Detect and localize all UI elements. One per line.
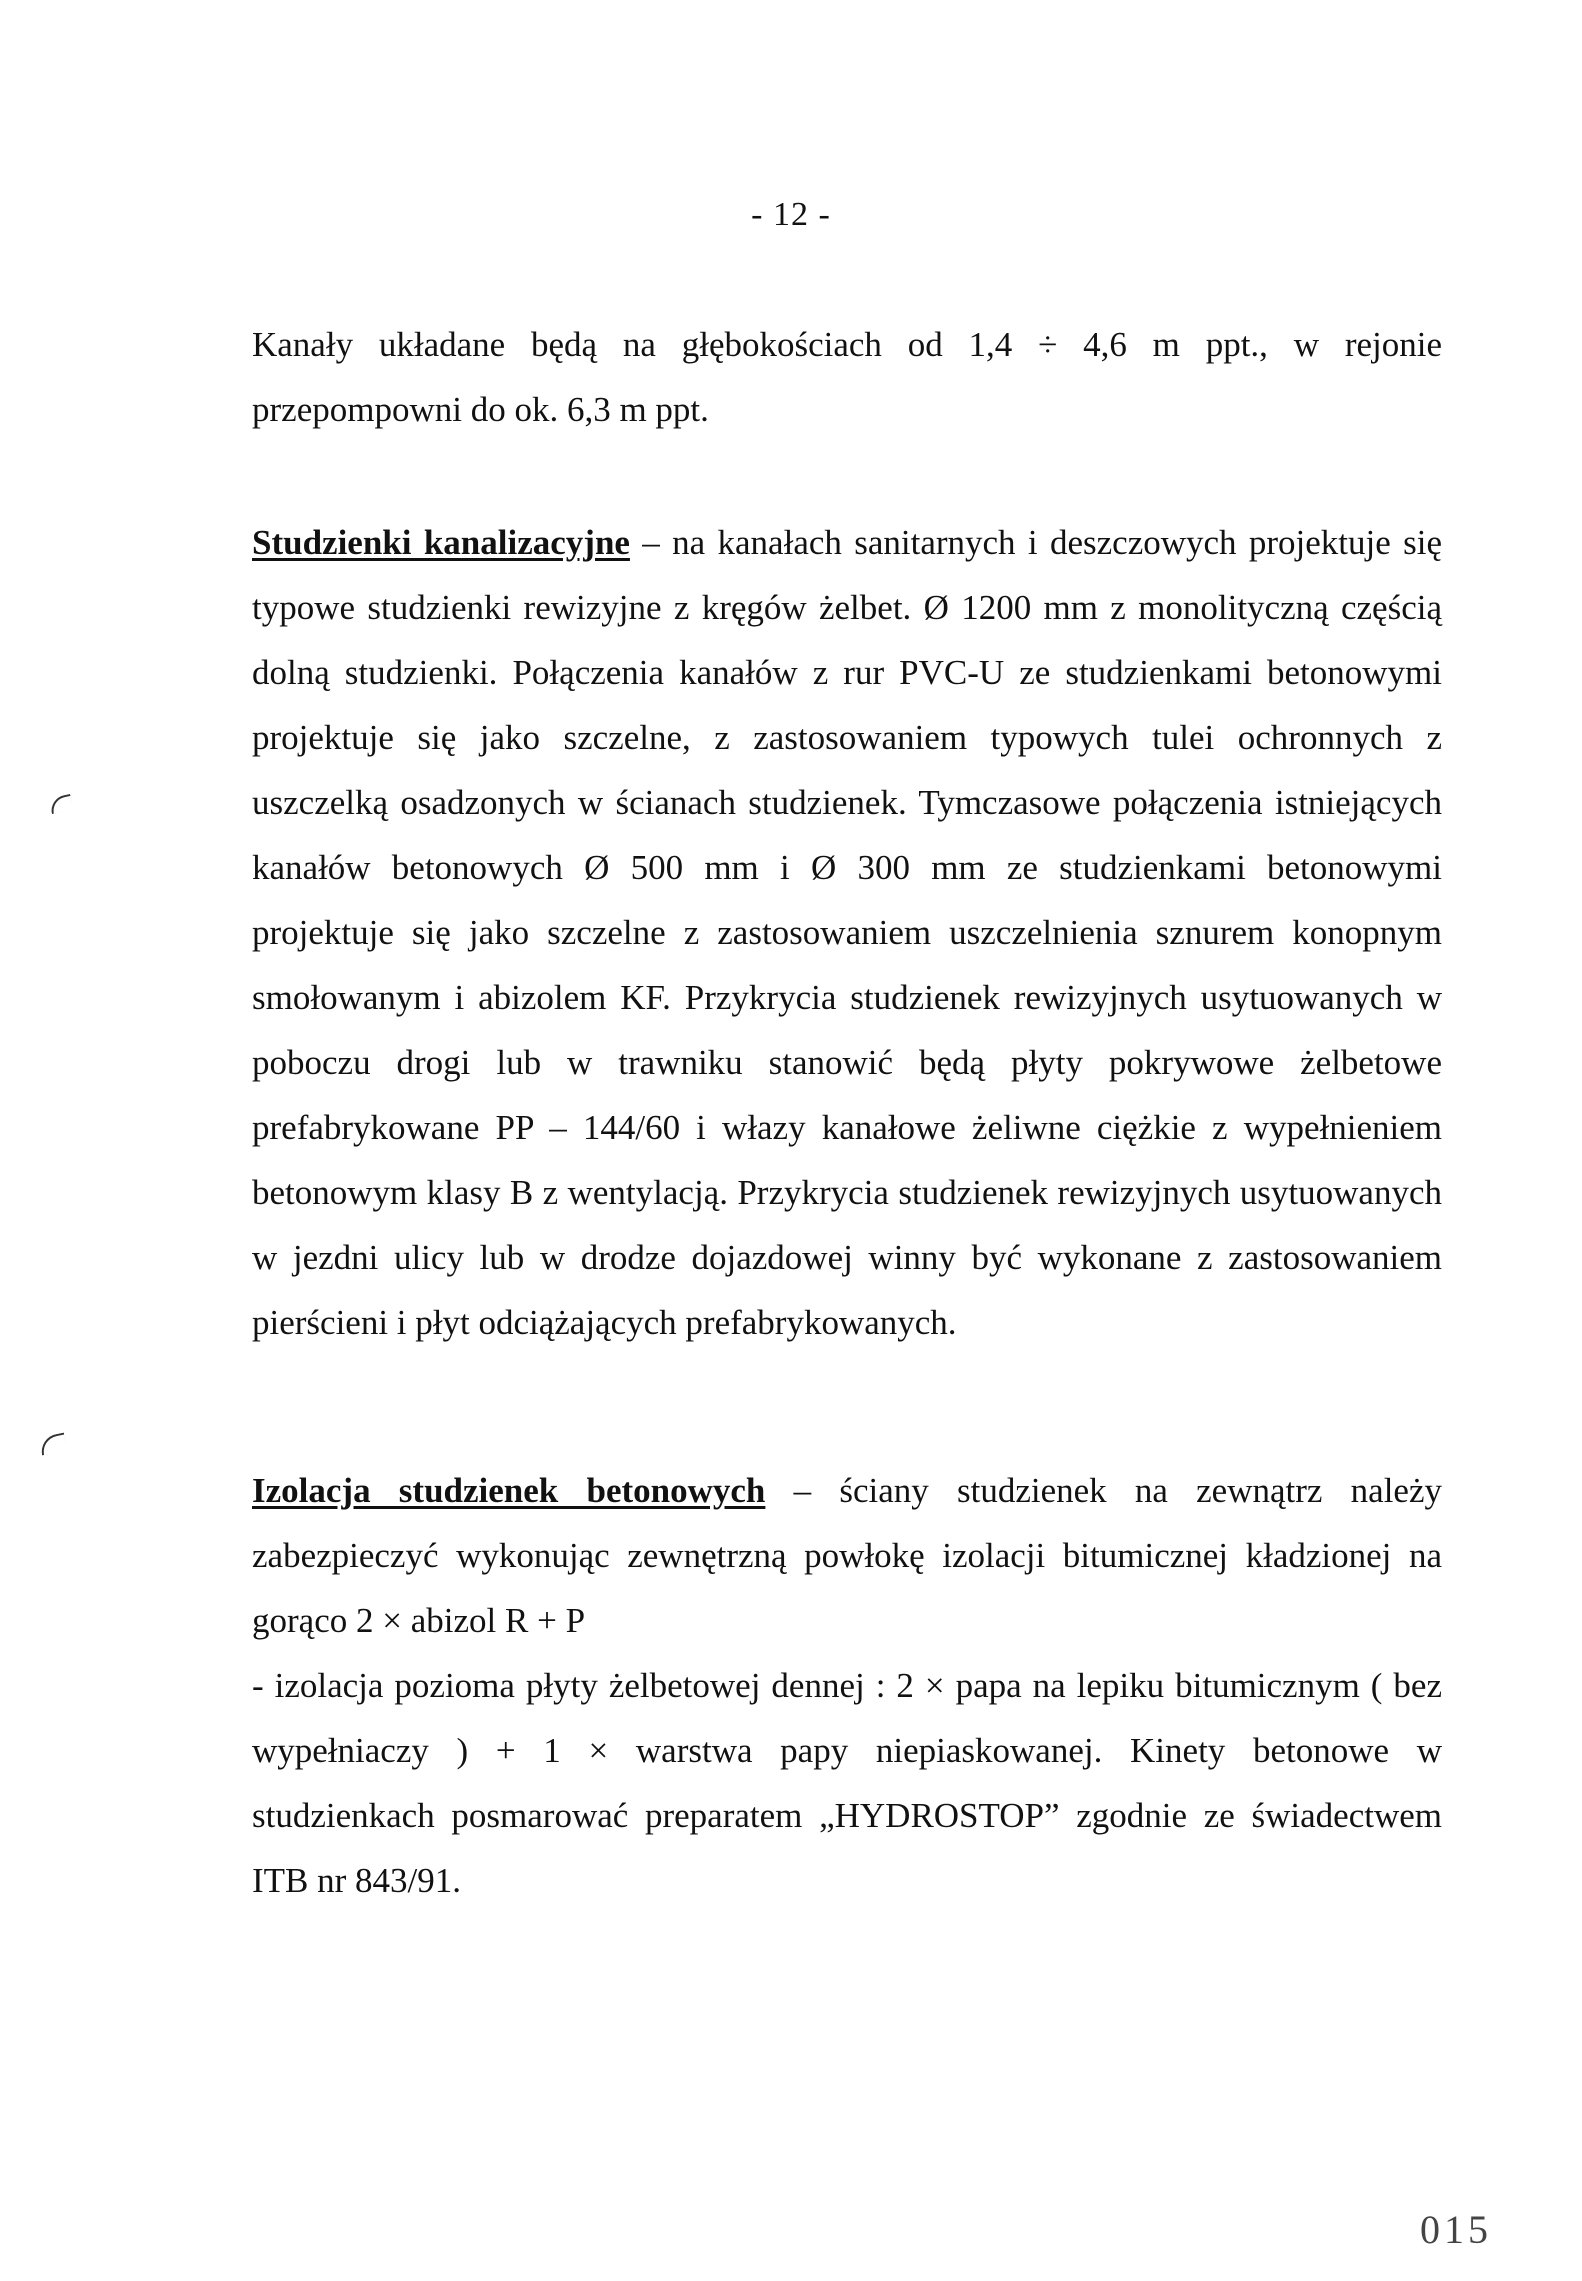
insulation-text: ściany studzienek na zewnątrz należy zabezpieczyć wykonując zewnętrzną powłokę izolacji bitumicznej kładzionej na gorąco 2 × abizol R + P: [252, 1471, 1442, 1640]
insulation-section: [252, 1458, 1442, 1913]
page-number: - 12 -: [751, 196, 831, 233]
archive-stamp: 015: [1420, 2207, 1492, 2252]
insulation-heading: Izolacja studzienek betonowych: [252, 1471, 766, 1510]
insulation-separator: –: [765, 1471, 840, 1510]
intro-paragraph: [252, 312, 1442, 442]
intro-text: Kanały układane będą na głębokościach od 1,4 ÷ 4,6 m ppt., w rejonie przepompowni do ok. 6,3 m ppt.: [252, 325, 1442, 429]
margin-mark-icon: [38, 1432, 67, 1455]
manholes-separator: –: [629, 523, 673, 562]
insulation-bullet: - izolacja pozioma płyty żelbetowej dennej : 2 × papa na lepiku bitumicznym ( bez wypełniaczy ) + 1 × warstwa papy niepiaskowanej. Kinety betonowe w studzienkach posmarować preparatem „HYDROSTOP” zgodnie ze świadectwem ITB nr 843/91.: [252, 1666, 1442, 1900]
manholes-heading: Studzienki kanalizacyjne: [252, 523, 630, 562]
manholes-section: [252, 510, 1442, 1355]
insulation-paragraph: [252, 1458, 1442, 1653]
manholes-text: na kanałach sanitarnych i deszczowych projektuje się typowe studzienki rewizyjne z kręgów żelbet. Ø 1200 mm z monolityczną częścią dolną studzienki. Połączenia kanałów z rur PVC-U ze studzienkami betonowymi projektuje się jako szczelne, z zastosowaniem typowych tulei ochronnych z uszczelką osadzonych w ścianach studzienek. Tymczasowe połączenia istniejących kanałów betonowych Ø 500 mm i Ø 300 mm ze studzienkami betonowymi projektuje się jako szczelne z zastosowaniem uszczelnienia sznurem konopnym smołowanym i abizolem KF. Przykrycia studzienek rewizyjnych usytuowanych w poboczu drogi lub w trawniku stanowić będą płyty pokrywowe żelbetowe prefabrykowane PP – 144/60 i włazy kanałowe żeliwne ciężkie z wypełnieniem betonowym klasy B z wentylacją. Przykrycia studzienek rewizyjnych usytuowanych w jezdni ulicy lub w drodze dojazdowej winny być wykonane z zastosowaniem pierścieni i płyt odciążających prefabrykowanych.: [252, 523, 1442, 1342]
margin-mark-icon: [49, 794, 74, 814]
manholes-paragraph: [252, 510, 1442, 1355]
